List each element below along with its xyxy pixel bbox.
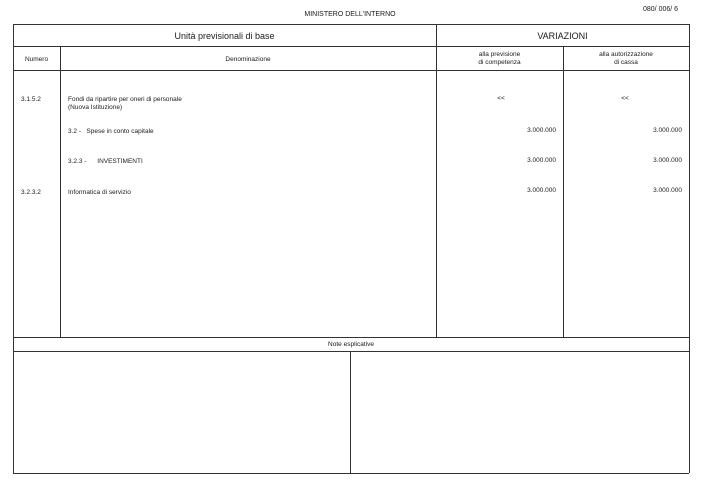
column-header-cassa xyxy=(563,51,689,67)
column-header-cassa-line1: alla autorizzazione xyxy=(599,51,653,58)
row-denomination-line2: (Nuova Istituzione) xyxy=(68,103,123,111)
column-header-numero: Numero xyxy=(24,56,49,63)
row-competenza: 3.000.000 xyxy=(527,157,556,164)
column-header-cassa-line2: di cassa xyxy=(614,59,638,66)
row-number: 3.2.3.2 xyxy=(21,189,41,196)
page-code: 080/ 006/ 6 xyxy=(643,6,679,13)
notes-right-box xyxy=(351,352,689,473)
row-denomination: 3.2.3 - INVESTIMENTI xyxy=(68,158,143,165)
row-denomination-line1: Fondi da ripartire per oneri di personale xyxy=(68,96,182,103)
row-denomination: 3.2 - Spese in conto capitale xyxy=(68,128,154,135)
row-cassa: 3.000.000 xyxy=(653,187,682,194)
section-title-variazioni: VARIAZIONI xyxy=(537,31,588,41)
ministry-title: MINISTERO DELL'INTERNO xyxy=(304,11,396,18)
row-denomination: Informatica di servizio xyxy=(68,189,131,196)
row-competenza: 3.000.000 xyxy=(527,127,556,134)
column-header-competenza-line1: alla previsione xyxy=(478,51,521,58)
row-cassa: 3.000.000 xyxy=(653,157,682,164)
column-header-denominazione: Denominazione xyxy=(225,56,271,63)
section-title-unita: Unità previsionali di base xyxy=(174,31,275,41)
row-denomination xyxy=(68,96,182,111)
row-cassa: 3.000.000 xyxy=(653,127,682,134)
row-number: 3.1.5.2 xyxy=(21,96,41,103)
column-header-competenza xyxy=(436,51,563,67)
row-competenza: << xyxy=(497,95,505,102)
notes-left-box xyxy=(14,352,350,473)
row-competenza: 3.000.000 xyxy=(527,187,556,194)
column-header-competenza-line2: di competenza xyxy=(478,59,521,66)
notes-title: Note esplicative xyxy=(328,341,374,348)
row-cassa: << xyxy=(621,95,629,102)
